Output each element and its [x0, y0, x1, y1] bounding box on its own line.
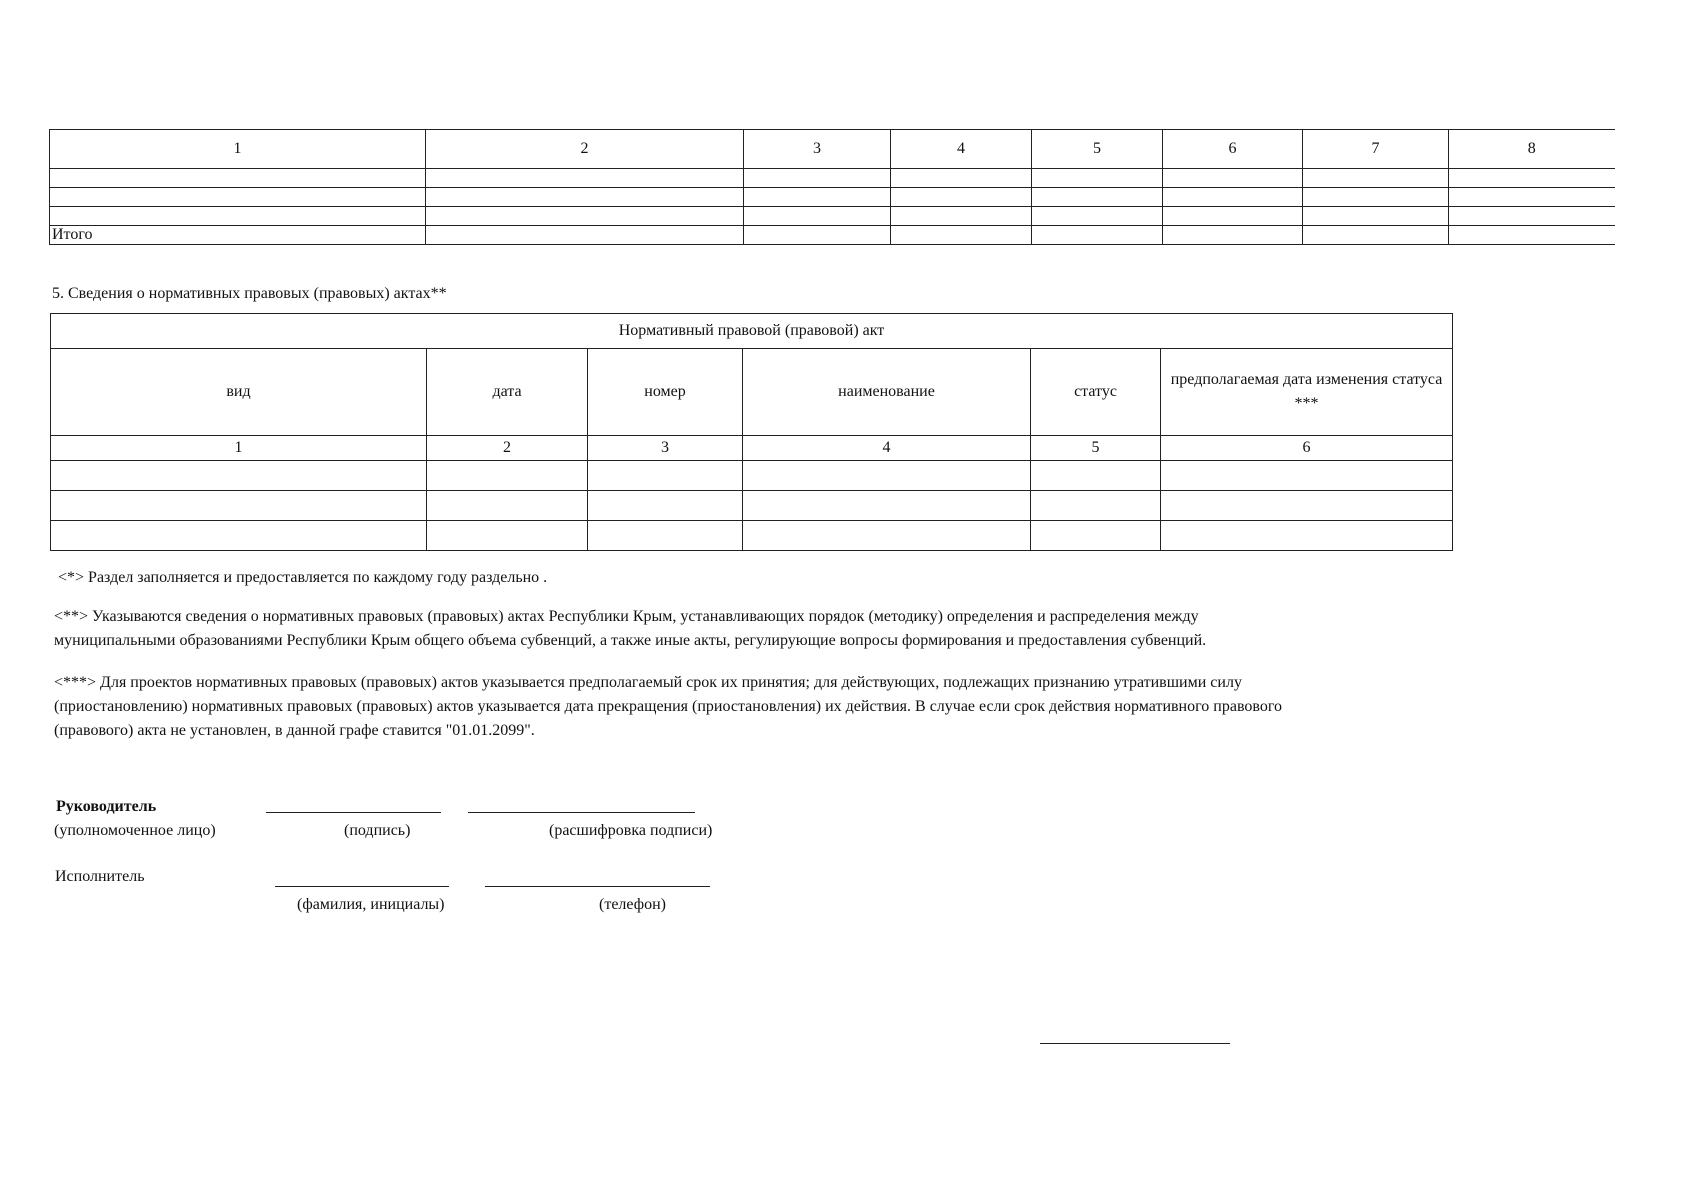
- column-number: 2: [427, 436, 588, 461]
- column-number: 6: [1161, 436, 1453, 461]
- legal-acts-title-row: [51, 314, 1453, 349]
- legal-acts-number-row: [51, 436, 1453, 461]
- bottom-separator-line: [1040, 1043, 1230, 1044]
- signature-decoding-line: [468, 812, 695, 813]
- head-label: Руководитель: [56, 798, 157, 815]
- top-table-col-7: 7: [1303, 130, 1449, 169]
- table-row: [50, 169, 1615, 188]
- legal-acts-group-title: Нормативный правовой (правовой) акт: [51, 314, 1453, 349]
- top-table-header-row: [50, 130, 1615, 169]
- column-header-name: наименование: [743, 349, 1031, 436]
- table-row: [51, 491, 1453, 521]
- column-number: 4: [743, 436, 1031, 461]
- executor-phone-line: [485, 886, 710, 887]
- legal-acts-header-row: [51, 349, 1453, 436]
- top-table-col-5: 5: [1032, 130, 1163, 169]
- footnote-2-line-2: муниципальными образованиями Республики Крым общего объема субвенций, а также иные акты, регулирующие вопросы формирования и предоставления субвенций.: [54, 632, 1207, 649]
- head-sublabel: (уполномоченное лицо): [54, 822, 216, 839]
- footnote-3-line-3: (правового) акта не установлен, в данной графе ставится "01.01.2099".: [54, 722, 535, 739]
- footnote-3-line-2: (приостановлению) нормативных правовых (правовых) актов указывается дата прекращения (приостановления) их действия. В случае если срок действия нормативного правового: [54, 698, 1282, 715]
- column-header-number: номер: [588, 349, 743, 436]
- column-number: 1: [51, 436, 427, 461]
- executor-name-line: [275, 886, 449, 887]
- column-header-status-change-date: предполагаемая дата изменения статуса ***: [1161, 349, 1453, 436]
- table-row: [51, 521, 1453, 551]
- top-table-col-2: 2: [426, 130, 744, 169]
- signature-caption: (подпись): [344, 822, 411, 839]
- column-header-status: статус: [1031, 349, 1161, 436]
- top-table-col-4: 4: [891, 130, 1032, 169]
- signature-decoding-caption: (расшифровка подписи): [549, 822, 713, 839]
- column-number: 3: [588, 436, 743, 461]
- top-table-col-3: 3: [744, 130, 891, 169]
- executor-name-caption: (фамилия, инициалы): [297, 896, 445, 913]
- footnote-2-line-1: <**> Указываются сведения о нормативных правовых (правовых) актах Республики Крым, устанавливающих порядок (методику) определения и распределения между: [54, 608, 1199, 625]
- total-row: [50, 226, 1615, 245]
- table-row: [50, 207, 1615, 226]
- executor-label: Исполнитель: [55, 868, 145, 885]
- top-table: [49, 129, 1615, 245]
- column-header-date: дата: [427, 349, 588, 436]
- legal-acts-table: [50, 313, 1453, 551]
- total-label: Итого: [50, 226, 426, 245]
- column-header-type: вид: [51, 349, 427, 436]
- footnote-1: <*> Раздел заполняется и предоставляется по каждому году раздельно .: [58, 569, 548, 586]
- table-row: [50, 188, 1615, 207]
- top-table-col-8: 8: [1449, 130, 1615, 169]
- top-table-col-6: 6: [1163, 130, 1303, 169]
- column-number: 5: [1031, 436, 1161, 461]
- signature-line: [266, 812, 441, 813]
- footnote-3-line-1: <***> Для проектов нормативных правовых (правовых) актов указывается предполагаемый срок их принятия; для действующих, подлежащих признанию утратившими силу: [54, 674, 1242, 691]
- top-table-col-1: 1: [50, 130, 426, 169]
- table-row: [51, 461, 1453, 491]
- section-5-heading: 5. Сведения о нормативных правовых (правовых) актах**: [52, 285, 447, 302]
- executor-phone-caption: (телефон): [599, 896, 666, 913]
